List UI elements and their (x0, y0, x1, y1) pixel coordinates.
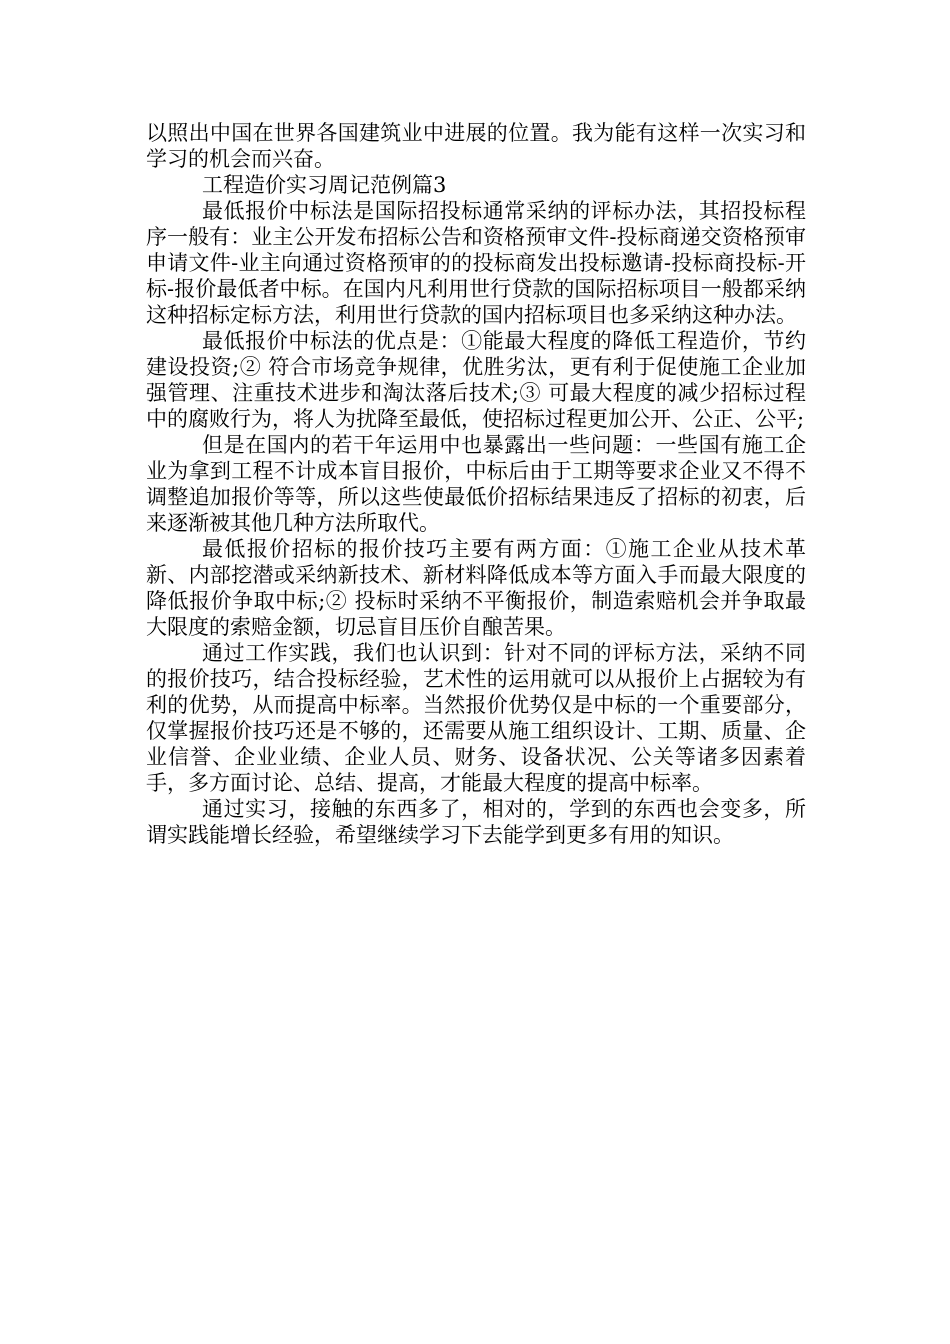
paragraph-bidding-techniques: 最低报价招标的报价技巧主要有两方面：①施工企业从技术革新、内部挖潜或采纳新技术、新材料降低成本等方面入手而最大限度的降低报价争取中标;② 投标时采纳不平衡报价，制造索赔机会并争取最大限度的索赔金额，切忌盲目压价自酿苦果。 (146, 537, 806, 639)
paragraph-advantages: 最低报价中标法的优点是：①能最大程度的降低工程造价，节约建设投资;② 符合市场竞争规律，优胜劣汰，更有利于促使施工企业加强管理、注重技术进步和淘汰落后技术;③ 可最大程度的减少招标过程中的腐败行为，将人为扰降至最低，使招标过程更加公开、公正、公平; (146, 329, 806, 431)
document-body (146, 120, 806, 848)
paragraph-problems: 但是在国内的若干年运用中也暴露出一些问题：一些国有施工企业为拿到工程不计成本盲目报价，中标后由于工期等要求企业又不得不调整追加报价等等，所以这些使最低价招标结果违反了招标的初衷，后来逐渐被其他几种方法所取代。 (146, 433, 806, 535)
paragraph-continuation: 以照出中国在世界各国建筑业中进展的位置。我为能有这样一次实习和学习的机会而兴奋。 (146, 121, 806, 171)
section-heading: 工程造价实习周记范例篇3 (202, 173, 447, 197)
paragraph-conclusion: 通过实习，接触的东西多了，相对的，学到的东西也会变多，所谓实践能增长经验，希望继续学习下去能学到更多有用的知识。 (146, 797, 806, 847)
paragraph-work-practice: 通过工作实践，我们也认识到：针对不同的评标方法，采纳不同的报价技巧，结合投标经验，艺术性的运用就可以从报价上占据较为有利的优势，从而提高中标率。当然报价优势仅是中标的一个重要部分，仅掌握报价技巧还是不够的，还需要从施工组织设计、工期、质量、企业信誉、企业业绩、企业人员、财务、设备状况、公关等诸多因素着手，多方面讨论、总结、提高，才能最大程度的提高中标率。 (146, 641, 806, 795)
paragraph-lowest-bid-method: 最低报价中标法是国际招投标通常采纳的评标办法，其招投标程序一般有：业主公开发布招标公告和资格预审文件-投标商递交资格预审申请文件-业主向通过资格预审的的投标商发出投标邀请-投标商投标-开标-报价最低者中标。在国内凡利用世行贷款的国际招标项目一般都采纳这种招标定标方法，利用世行贷款的国内招标项目也多采纳这种办法。 (146, 199, 806, 327)
